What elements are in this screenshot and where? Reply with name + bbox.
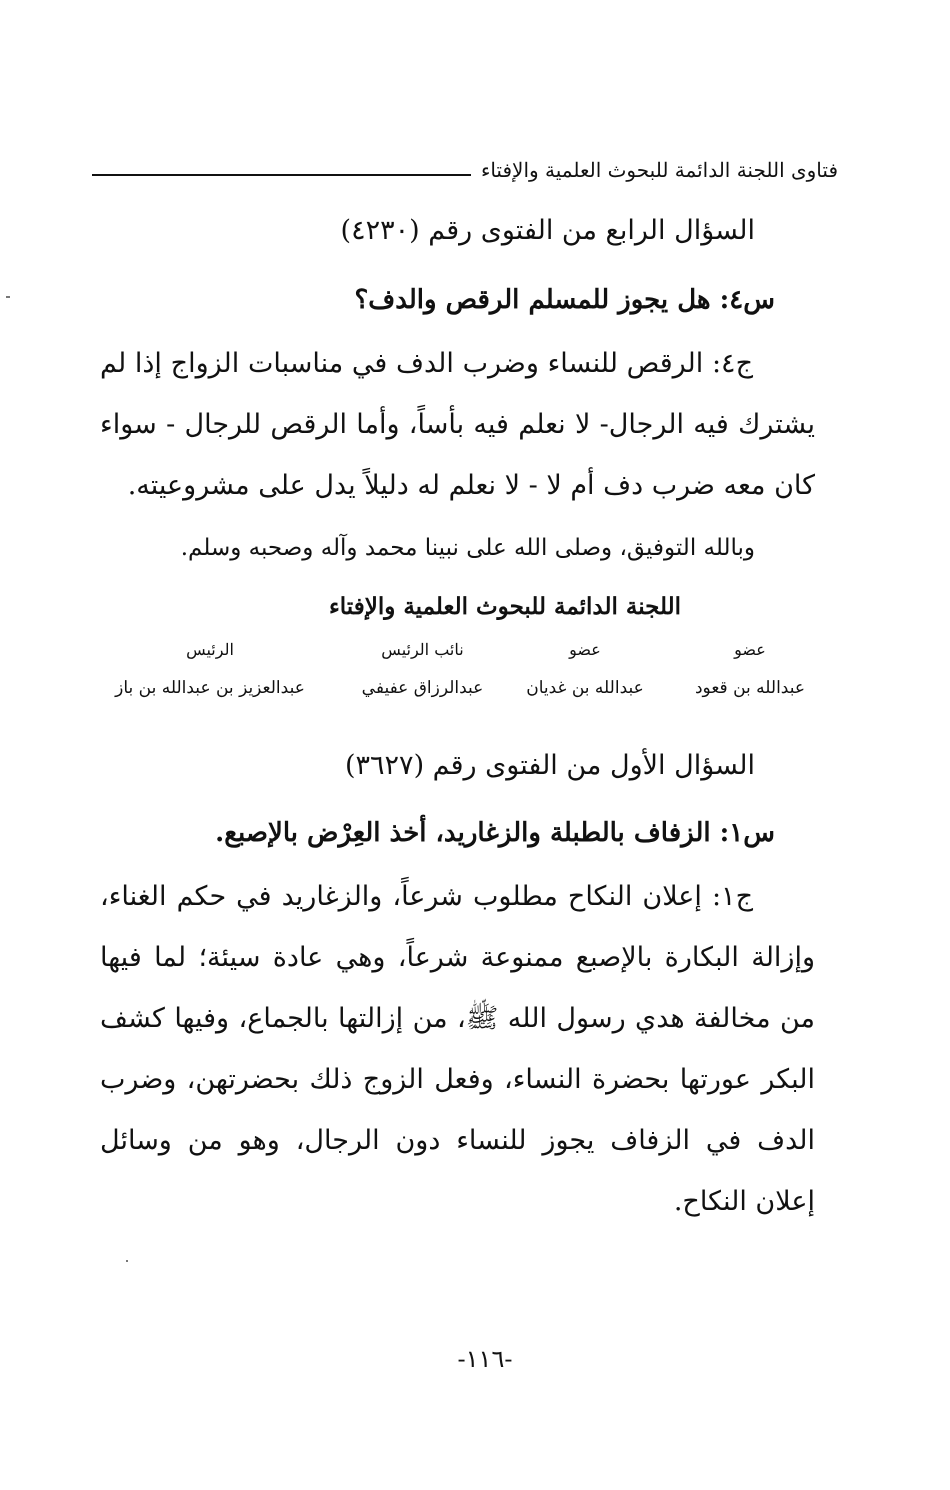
signer-vice-president bbox=[335, 640, 510, 698]
header-rule bbox=[92, 174, 471, 176]
fatwa-4230-closing: وبالله التوفيق، وصلى الله على نبينا محمد وآله وصحبه وسلم. bbox=[180, 535, 755, 561]
fatwa-4230-answer bbox=[100, 333, 815, 516]
fatwa-3627-answer bbox=[100, 866, 815, 1232]
fatwa-4230-title: السؤال الرابع من الفتوى رقم (٤٢٣٠) bbox=[340, 215, 755, 246]
fatwa-3627-question: س١: الزفاف بالطبلة والزغاريد، أخذ العِرْض بالإصبع. bbox=[215, 818, 775, 848]
fatwa-4230-answer-text: ج٤: الرقص للنساء وضرب الدف في مناسبات الزواج إذا لم يشترك فيه الرجال- لا نعلم فيه بأساً، وأما الرقص للرجال - سواء كان معه ضرب دف أم لا - لا نعلم له دليلاً يدل على مشروعيته. bbox=[100, 348, 815, 501]
signer-member-2 bbox=[505, 640, 665, 698]
page-number: -١١٦- bbox=[457, 1345, 513, 1373]
running-title: فتاوى اللجنة الدائمة للبحوث العلمية والإفتاء bbox=[480, 158, 838, 182]
signer-role: الرئيس bbox=[186, 640, 234, 659]
committee-signers bbox=[95, 640, 815, 720]
signer-name: عبدالرزاق عفيفي bbox=[361, 678, 484, 698]
running-header bbox=[92, 150, 838, 190]
scan-speck bbox=[126, 1260, 128, 1262]
fatwa-3627-title: السؤال الأول من الفتوى رقم (٣٦٢٧) bbox=[345, 750, 755, 781]
signer-name: عبدالله بن قعود bbox=[694, 678, 805, 698]
signer-role: عضو bbox=[734, 640, 766, 659]
signer-name: عبدالعزيز بن عبدالله بن باز bbox=[115, 678, 305, 698]
scan-speck bbox=[6, 296, 10, 298]
fatwa-3627-answer-text: ج١: إعلان النكاح مطلوب شرعاً، والزغاريد في حكم الغناء، وإزالة البكارة بالإصبع ممنوعة شرعاً، وهي عادة سيئة؛ لما فيها من مخالفة هدي رسول الله ﷺ، من إزالتها بالجماع، وفيها كشف البكر عورتها بحضرة النساء، وفعل الزوج ذلك بحضرتهن، وضرب الدف في الزفاف يجوز للنساء دون الرجال، وهو من وسائل إعلان النكاح. bbox=[100, 881, 815, 1217]
signer-role: عضو bbox=[569, 640, 601, 659]
fatwa-4230-question: س٤: هل يجوز للمسلم الرقص والدف؟ bbox=[354, 285, 775, 315]
signer-name: عبدالله بن غديان bbox=[526, 678, 644, 698]
signer-role: نائب الرئيس bbox=[381, 640, 464, 659]
signer-president bbox=[100, 640, 320, 698]
signer-member-1 bbox=[675, 640, 825, 698]
committee-name: اللجنة الدائمة للبحوث العلمية والإفتاء bbox=[328, 593, 682, 620]
